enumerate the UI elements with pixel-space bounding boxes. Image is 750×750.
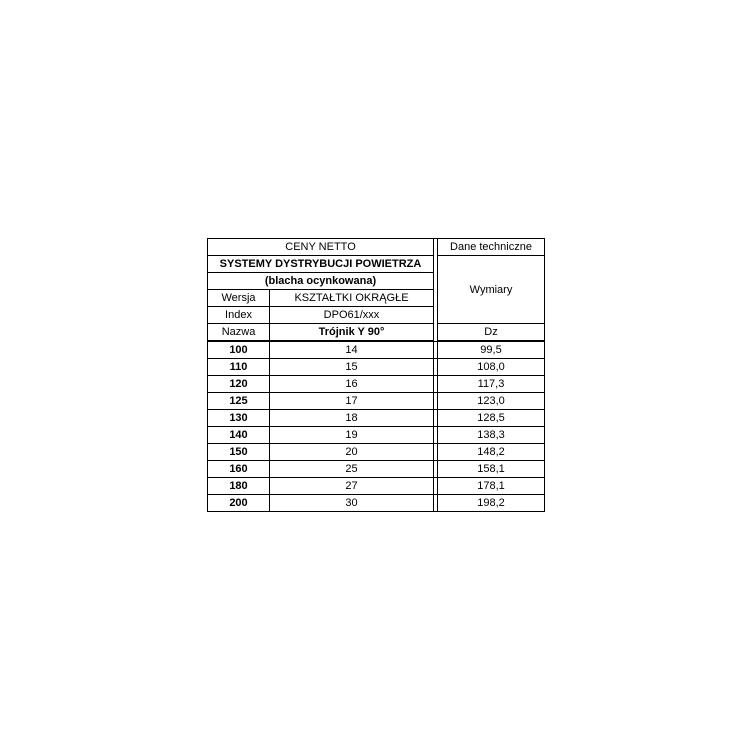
- row-dz: 158,1: [438, 461, 545, 478]
- header-row-2: [208, 256, 545, 273]
- row-dz: 148,2: [438, 444, 545, 461]
- header-row-6: [208, 324, 545, 342]
- index-label: Index: [208, 307, 270, 324]
- row-name: 120: [208, 376, 270, 393]
- dane-techniczne-heading: Dane techniczne: [438, 239, 545, 256]
- blacha-heading: (blacha ocynkowana): [208, 273, 434, 290]
- row-dz: 128,5: [438, 410, 545, 427]
- row-price: 19: [270, 427, 434, 444]
- nazwa-label: Nazwa: [208, 324, 270, 342]
- table-row: [208, 393, 545, 410]
- row-name: 130: [208, 410, 270, 427]
- row-name: 100: [208, 341, 270, 359]
- row-name: 125: [208, 393, 270, 410]
- table-row: [208, 410, 545, 427]
- row-price: 18: [270, 410, 434, 427]
- row-dz: 99,5: [438, 341, 545, 359]
- table-row: [208, 444, 545, 461]
- row-price: 25: [270, 461, 434, 478]
- wersja-label: Wersja: [208, 290, 270, 307]
- table-row: [208, 478, 545, 495]
- row-name: 160: [208, 461, 270, 478]
- row-dz: 178,1: [438, 478, 545, 495]
- row-price: 17: [270, 393, 434, 410]
- header-row-1: [208, 239, 545, 256]
- table-row: [208, 376, 545, 393]
- row-name: 110: [208, 359, 270, 376]
- wymiary-heading: Wymiary: [438, 256, 545, 324]
- row-dz: 108,0: [438, 359, 545, 376]
- row-price: 16: [270, 376, 434, 393]
- row-dz: 198,2: [438, 495, 545, 512]
- row-name: 200: [208, 495, 270, 512]
- row-price: 14: [270, 341, 434, 359]
- table-row: [208, 427, 545, 444]
- row-name: 180: [208, 478, 270, 495]
- row-price: 27: [270, 478, 434, 495]
- table-row: [208, 495, 545, 512]
- row-name: 150: [208, 444, 270, 461]
- row-price: 20: [270, 444, 434, 461]
- price-table-sheet: [207, 238, 544, 512]
- dz-label: Dz: [438, 324, 545, 342]
- price-table: [207, 238, 545, 512]
- row-price: 30: [270, 495, 434, 512]
- wersja-value: KSZTAŁTKI OKRĄGŁE: [270, 290, 434, 307]
- index-value: DPO61/xxx: [270, 307, 434, 324]
- ceny-netto-heading: CENY NETTO: [208, 239, 434, 256]
- row-dz: 123,0: [438, 393, 545, 410]
- row-price: 15: [270, 359, 434, 376]
- nazwa-value: Trójnik Y 90°: [270, 324, 434, 342]
- row-dz: 138,3: [438, 427, 545, 444]
- table-row: [208, 359, 545, 376]
- row-name: 140: [208, 427, 270, 444]
- table-row: [208, 341, 545, 359]
- row-dz: 117,3: [438, 376, 545, 393]
- systemy-heading: SYSTEMY DYSTRYBUCJI POWIETRZA: [208, 256, 434, 273]
- table-row: [208, 461, 545, 478]
